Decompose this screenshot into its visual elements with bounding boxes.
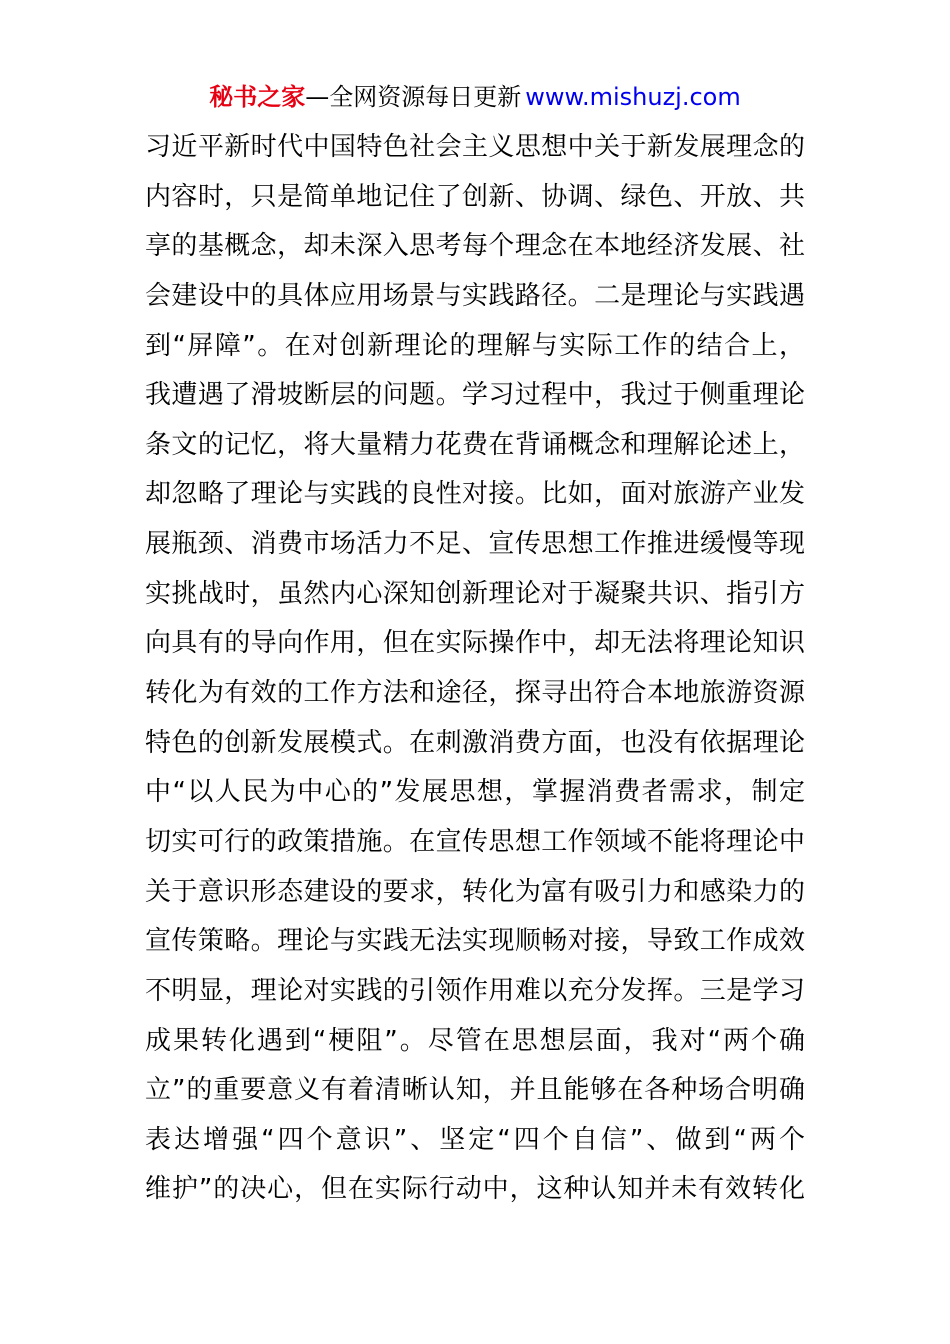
text-line: 却忽略了理论与实践的良性对接。比如，面对旅游产业发: [145, 479, 805, 510]
text-line: 不明显，理论对实践的引领作用难以充分发挥。三是学习: [145, 975, 805, 1006]
text-line: 成果转化遇到“梗阻”。尽管在思想层面，我对“两个确: [145, 1025, 805, 1056]
text-line: 实挑战时，虽然内心深知创新理论对于凝聚共识、指引方: [145, 578, 805, 609]
text-line: 维护”的决心，但在实际行动中，这种认知并未有效转化: [145, 1174, 805, 1205]
text-line: 立”的重要意义有着清晰认知，并且能够在各种场合明确: [145, 1075, 805, 1106]
page-header: [0, 82, 950, 112]
brand-name: 秘书之家: [209, 83, 306, 111]
text-line: 习近平新时代中国特色社会主义思想中关于新发展理念的: [145, 132, 805, 162]
text-line: 到“屏障”。在对创新理论的理解与实际工作的结合上，: [145, 330, 805, 361]
text-line: 转化为有效的工作方法和途径，探寻出符合本地旅游资源: [145, 678, 805, 709]
document-body: [145, 123, 805, 1215]
header-tagline: —全网资源每日更新: [305, 83, 522, 111]
text-line: 会建设中的具体应用场景与实践路径。二是理论与实践遇: [145, 280, 805, 311]
text-line: 切实可行的政策措施。在宣传思想工作领域不能将理论中: [145, 826, 805, 857]
site-url-link[interactable]: www.mishuzj.com: [525, 83, 741, 111]
text-line: 我遭遇了滑坡断层的问题。学习过程中，我过于侧重理论: [145, 380, 805, 411]
text-line: 享的基概念，却未深入思考每个理念在本地经济发展、社: [145, 231, 805, 262]
text-line: 特色的创新发展模式。在刺激消费方面，也没有依据理论: [145, 727, 805, 758]
text-line: 向具有的导向作用，但在实际操作中，却无法将理论知识: [145, 628, 805, 659]
text-line: 中“以人民为中心的”发展思想，掌握消费者需求，制定: [145, 777, 805, 808]
text-line: 表达增强“四个意识”、坚定“四个自信”、做到“两个: [145, 1124, 805, 1155]
text-line: 展瓶颈、消费市场活力不足、宣传思想工作推进缓慢等现: [145, 529, 805, 560]
text-line: 关于意识形态建设的要求，转化为富有吸引力和感染力的: [145, 876, 805, 907]
text-line: 条文的记忆，将大量精力花费在背诵概念和理解论述上，: [145, 429, 805, 460]
text-line: 内容时，只是简单地记住了创新、协调、绿色、开放、共: [145, 181, 805, 212]
text-line: 宣传策略。理论与实践无法实现顺畅对接，导致工作成效: [145, 926, 805, 957]
